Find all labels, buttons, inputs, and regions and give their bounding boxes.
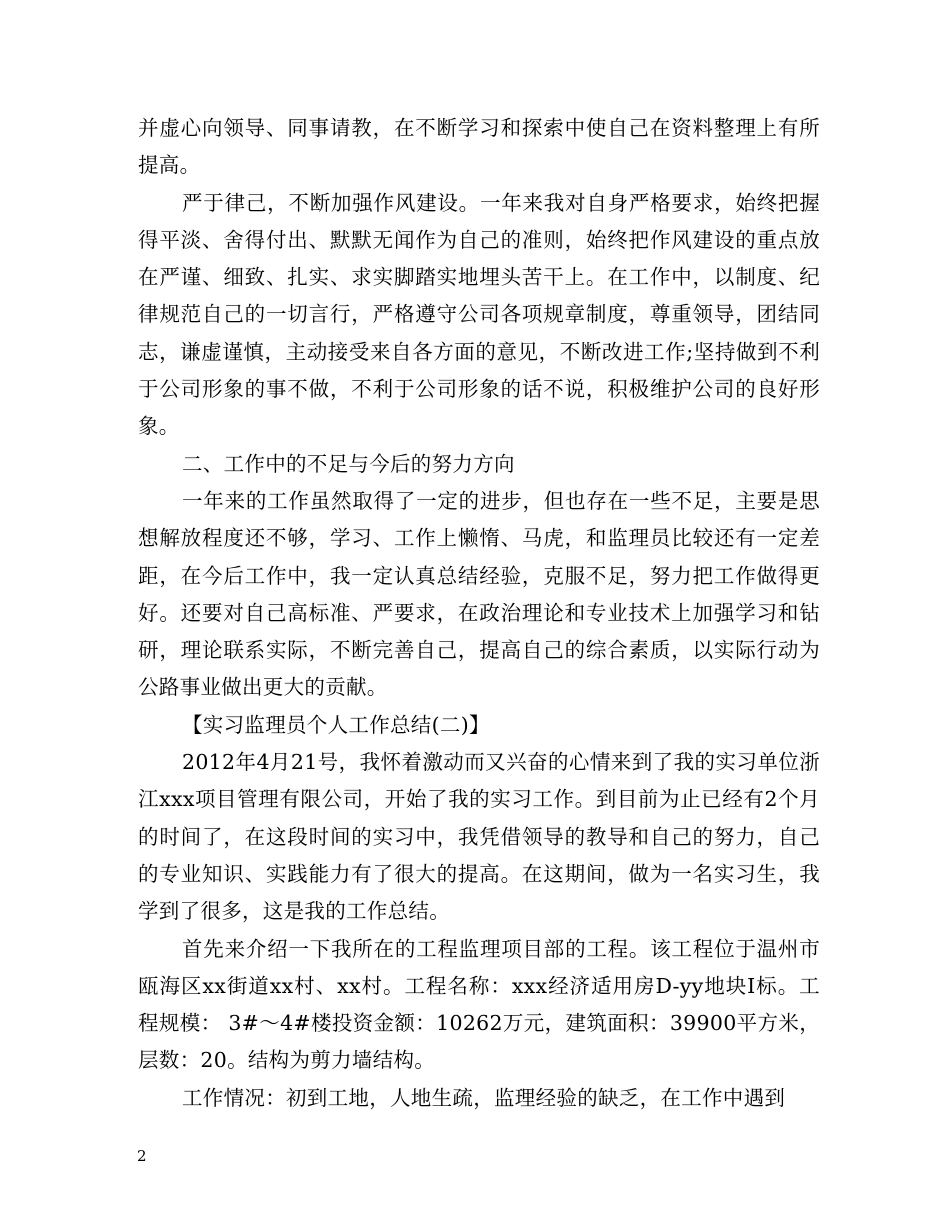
section-heading: 二、工作中的不足与今后的努力方向 xyxy=(182,451,515,476)
section-title: 【实习监理员个人工作总结(二)】 xyxy=(182,712,490,737)
paragraph: 2012年4月21号，我怀着激动而又兴奋的心情来到了我的实习单位浙江xxx项目管理有限公司，开始了我的实习工作。到目前为止已经有2个月的时间了，在这段时间的实习中，我凭借领导的教导和自己的努力，自己的专业知识、实践能力有了很大的提高。在这期间，做为一名实习生，我学到了很多，这是我的工作总结。 xyxy=(138,750,820,924)
paragraph: 首先来介绍一下我所在的工程监理项目部的工程。该工程位于温州市瓯海区xx街道xx村、xx村。工程名称：xxx经济适用房D-yy地块I标。工程规模： 3#～4#楼投资金额：10262万元，建筑面积：39900平方米，层数：20。结构为剪力墙结构。 xyxy=(138,936,820,1073)
paragraph: 一年来的工作虽然取得了一定的进步，但也存在一些不足，主要是思想解放程度还不够，学习、工作上懒惰、马虎，和监理员比较还有一定差距，在今后工作中，我一定认真总结经验，克服不足，努力把工作做得更好。还要对自己高标准、严要求，在政治理论和专业技术上加强学习和钻研，理论联系实际，不断完善自己，提高自己的综合素质，以实际行动为公路事业做出更大的贡献。 xyxy=(138,488,820,700)
document-body xyxy=(138,110,820,1117)
page-number: 2 xyxy=(137,1147,147,1165)
paragraph: 严于律己，不断加强作风建设。一年来我对自身严格要求，始终把握得平淡、舍得付出、默默无闻作为自己的准则，始终把作风建设的重点放在严谨、细致、扎实、求实脚踏实地埋头苦干上。在工作中，以制度、纪律规范自己的一切言行，严格遵守公司各项规章制度，尊重领导，团结同志，谦虚谨慎，主动接受来自各方面的意见，不断改进工作;坚持做到不利于公司形象的事不做，不利于公司形象的话不说，积极维护公司的良好形象。 xyxy=(138,190,820,439)
paragraph: 工作情况：初到工地，人地生疏，监理经验的缺乏，在工作中遇到 xyxy=(182,1085,786,1110)
paragraph: 并虚心向领导、同事请教，在不断学习和探索中使自己在资料整理上有所提高。 xyxy=(138,116,820,178)
